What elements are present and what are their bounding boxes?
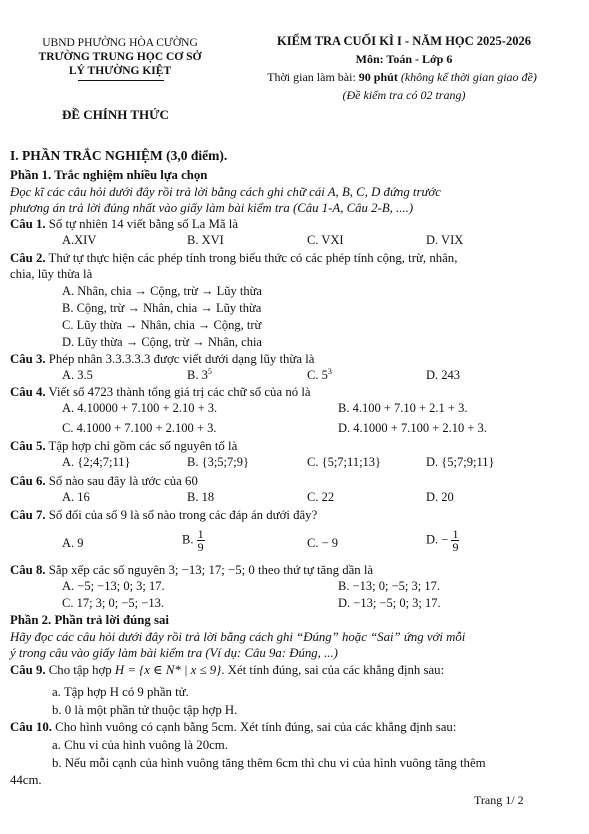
exam-page-count: (Đề kiểm tra có 02 trang): [342, 88, 466, 102]
q1-option-d: D. VIX: [426, 233, 464, 247]
q5-option-a: A. {2;4;7;11}: [62, 455, 131, 469]
question-8-label: Câu 8.: [10, 563, 46, 577]
question-5: [10, 438, 237, 454]
q3-option-c: [307, 368, 332, 383]
question-7-text: Số đối của số 9 là số nào trong các đáp án dưới đây?: [45, 508, 318, 522]
page-number: Trang 1/ 2: [474, 793, 524, 807]
question-9: [10, 662, 444, 678]
q1-option-a: A.XIV: [62, 233, 97, 247]
duration-label: Thời gian làm bài:: [267, 70, 359, 84]
exam-subject: Môn: Toán - Lớp 6: [355, 52, 453, 66]
q6-option-d: D. 20: [426, 490, 454, 504]
q7-option-d-fraction: [451, 528, 459, 553]
question-2-text: Thứ tự thực hiện các phép tính trong biểu thức có các phép tính cộng, trừ, nhân,: [45, 251, 458, 265]
question-1: [10, 216, 238, 232]
header-school-line1: TRƯỜNG TRUNG HỌC CƠ SỞ: [38, 51, 202, 63]
question-7: [10, 507, 317, 523]
q2-option-d: D. Lũy thừa → Cộng, trừ → Nhân, chia: [62, 335, 262, 349]
question-6-label: Câu 6.: [10, 474, 46, 488]
q10-statement-b-cont: 44cm.: [10, 773, 42, 787]
q7-option-d-label: D. −: [426, 532, 449, 547]
q6-option-a: A. 16: [62, 490, 90, 504]
duration-note: (không kể thời gian giao đề): [397, 70, 537, 84]
part2-instruction-line1: Hãy đọc các câu hỏi dưới đây rồi trả lời bằng cách ghi “Đúng” hoặc “Sai” ứng với mỗi: [10, 630, 466, 644]
part1-title: Phần 1. Trắc nghiệm nhiều lựa chọn: [10, 168, 208, 182]
question-8: [10, 562, 373, 578]
q2-option-c: C. Lũy thừa → Nhân, chia → Cộng, trừ: [62, 318, 262, 332]
question-2-label: Câu 2.: [10, 251, 46, 265]
q3-option-b-exponent: 5: [207, 367, 212, 376]
question-9-label: Câu 9.: [10, 663, 46, 677]
q8-option-a: A. −5; −13; 0; 3; 17.: [62, 579, 165, 593]
q7-option-d-denominator: 9: [452, 540, 459, 554]
question-3: [10, 351, 314, 367]
exam-title: KIỂM TRA CUỐI KÌ I - NĂM HỌC 2025-2026: [277, 34, 531, 48]
q9-statement-b: b. 0 là một phần tử thuộc tập hợp H.: [52, 703, 238, 717]
question-4-text: Viết số 4723 thành tổng giá trị các chữ số của nó là: [45, 385, 311, 399]
question-8-text: Sắp xếp các số nguyên 3; −13; 17; −5; 0 theo thứ tự tăng dần là: [45, 563, 374, 577]
question-5-text: Tập hợp chỉ gồm các số nguyên tố là: [45, 439, 238, 453]
q3-option-a: A. 3.5: [62, 368, 93, 382]
question-2-line2: chia, lũy thừa là: [10, 267, 93, 281]
q10-statement-a: a. Chu vi của hình vuông là 20cm.: [52, 738, 228, 752]
q5-option-d: D. {5;7;9;11}: [426, 455, 495, 469]
duration-value: 90 phút: [358, 70, 398, 84]
question-9-text-tail: . Xét tính đúng, sai của các khẳng định sau:: [221, 663, 445, 677]
q7-option-b-label: B.: [182, 532, 194, 547]
q6-option-c: C. 22: [307, 490, 335, 504]
section-title: I. PHẦN TRẮC NGHIỆM (3,0 điểm).: [10, 148, 228, 163]
part2-instruction-line2: ý trong câu vào giấy làm bài kiểm tra (Ví dụ: Câu 9a: Đúng, ...): [10, 646, 338, 660]
q8-option-d: D. −13; −5; 0; 3; 17.: [338, 596, 441, 610]
q4-option-a: A. 4.10000 + 7.100 + 2.10 + 3.: [62, 401, 218, 415]
question-6: [10, 473, 198, 489]
q7-option-d-numerator: 1: [452, 527, 459, 541]
part1-instruction-line2: phương án trả lời đúng nhất vào giấy làm bài kiểm tra (Câu 1-A, Câu 2-B, ....): [10, 201, 414, 215]
q8-option-c: C. 17; 3; 0; −5; −13.: [62, 596, 164, 610]
q7-option-c: C. − 9: [307, 536, 339, 550]
question-1-text: Số tự nhiên 14 viết bằng số La Mã là: [45, 217, 239, 231]
part1-instruction-line1: Đọc kĩ các câu hỏi dưới đây rồi trả lời bằng cách ghi chữ cái A, B, C, D đứng trước: [10, 185, 441, 199]
q1-option-b: B. XVI: [187, 233, 224, 247]
q7-option-b: [182, 528, 205, 553]
question-1-label: Câu 1.: [10, 217, 46, 231]
question-10-label: Câu 10.: [10, 720, 52, 734]
q7-option-d: [426, 528, 459, 553]
q10-statement-b: b. Nếu mỗi cạnh của hình vuông tăng thêm 6cm thì chu vi của hình vuông tăng thêm: [52, 756, 486, 770]
q2-option-b: B. Cộng, trừ → Nhân, chia → Lũy thừa: [62, 301, 262, 315]
header-department: UBND PHƯỜNG HÒA CƯỜNG: [42, 37, 198, 49]
question-7-label: Câu 7.: [10, 508, 46, 522]
question-3-label: Câu 3.: [10, 352, 46, 366]
q7-option-b-fraction: [197, 528, 205, 553]
question-10: [10, 719, 456, 735]
header-left-underline: [78, 80, 164, 81]
question-3-text: Phép nhân 3.3.3.3.3 được viết dưới dạng lũy thừa là: [45, 352, 315, 366]
question-9-text-lead: Cho tập hợp: [45, 663, 115, 677]
q3-option-b-base: B. 3: [187, 368, 208, 382]
question-5-label: Câu 5.: [10, 439, 46, 453]
q4-option-c: C. 4.1000 + 7.100 + 2.100 + 3.: [62, 421, 217, 435]
q5-option-c: C. {5;7;11;13}: [307, 455, 382, 469]
q3-option-b: [187, 368, 212, 383]
question-9-set: H = {x ∈ N* | x ≤ 9}: [114, 663, 222, 677]
question-4: [10, 384, 311, 400]
q2-option-a: A. Nhân, chia → Cộng, trừ → Lũy thừa: [62, 284, 262, 298]
q4-option-d: D. 4.1000 + 7.100 + 2.10 + 3.: [338, 421, 487, 435]
q3-option-c-exponent: 3: [327, 367, 332, 376]
q7-option-b-numerator: 1: [197, 527, 204, 541]
question-6-text: Số nào sau đây là ước của 60: [45, 474, 198, 488]
q6-option-b: B. 18: [187, 490, 215, 504]
question-4-label: Câu 4.: [10, 385, 46, 399]
q9-statement-a: a. Tập hợp H có 9 phần tử.: [52, 685, 189, 699]
q4-option-b: B. 4.100 + 7.10 + 2.1 + 3.: [338, 401, 468, 415]
q1-option-c: C. VXI: [307, 233, 344, 247]
part2-title: Phần 2. Phần trả lời đúng sai: [10, 613, 169, 627]
question-2: [10, 250, 457, 266]
official-label: ĐỀ CHÍNH THỨC: [62, 107, 169, 122]
q7-option-a: A. 9: [62, 536, 84, 550]
q7-option-b-denominator: 9: [197, 540, 204, 554]
q3-option-c-base: C. 5: [307, 368, 328, 382]
q3-option-d: D. 243: [426, 368, 461, 382]
header-school-line2: LÝ THƯỜNG KIỆT: [68, 65, 172, 77]
exam-duration: [222, 69, 582, 85]
q5-option-b: B. {3;5;7;9}: [187, 455, 250, 469]
question-10-text: Cho hình vuông có cạnh bằng 5cm. Xét tính đúng, sai của các khẳng định sau:: [51, 720, 457, 734]
q8-option-b: B. −13; 0; −5; 3; 17.: [338, 579, 440, 593]
